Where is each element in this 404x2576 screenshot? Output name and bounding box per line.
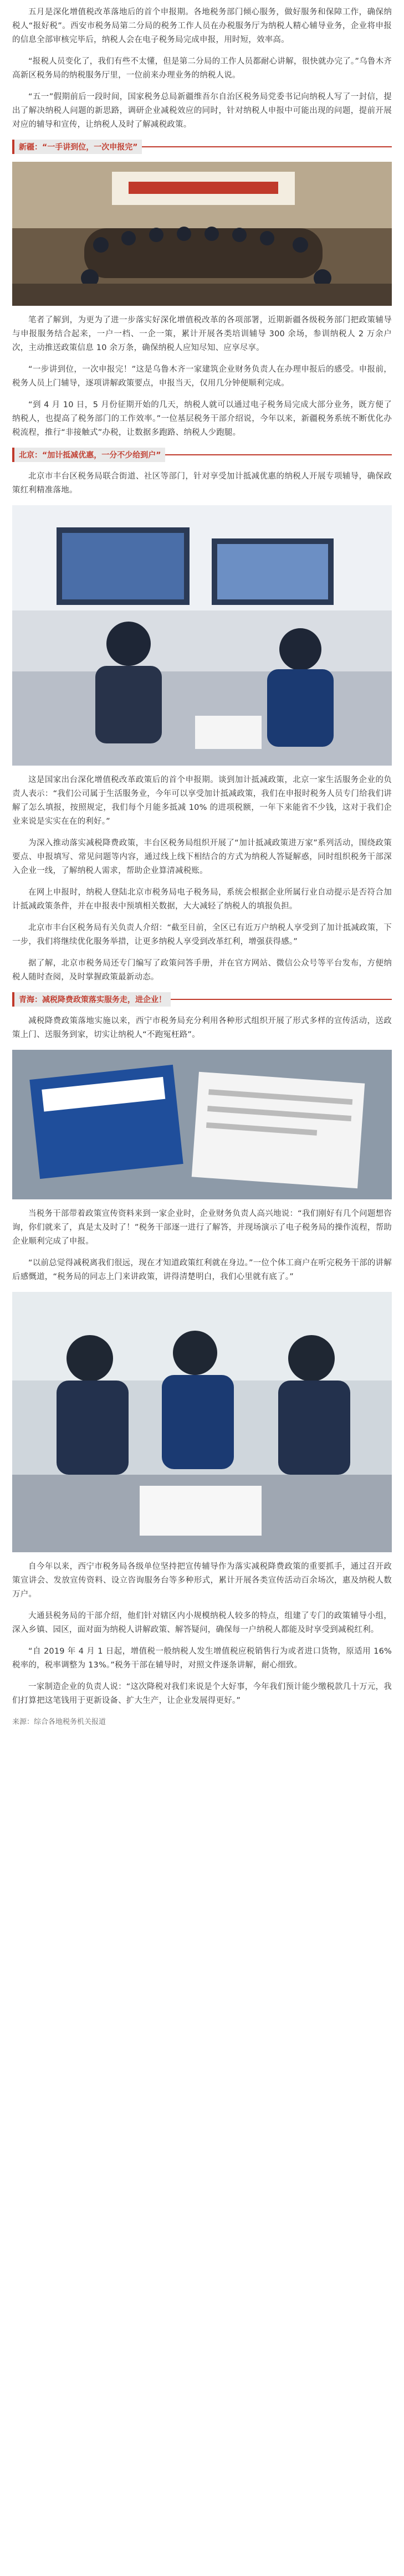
section3-paragraph-5: “自 2019 年 4 月 1 日起，增值税一般纳税人发生增值税应税销售行为或者进口货物，原适用 16% 税率的，税率调整为 13%。”税务干部在辅导时，对照文件逐条讲解，耐心细致。 — [12, 1647, 392, 1670]
section3-paragraph-1: 当税务干部带着政策宣传资料来到一家企业时，企业财务负责人高兴地说：“我们刚好有几个问题想咨询，你们就来了，真是太及时了！”税务干部逐一进行了解答，并现场演示了电子税务局的操作流程，帮助企业顺利完成了申报。 — [12, 1209, 392, 1246]
section1-paragraph-3: “到 4 月 10 日，5 月份征期开始的几天，纳税人就可以通过电子税务局完成大部分业务，既方便了纳税人，也提高了税务部门的工作效率。”一位基层税务干部介绍说，今年以来，新疆税务系统不断优化办税流程，推行“非接触式”办税，让数据多跑路、纳税人少跑腿。 — [12, 401, 392, 437]
section-divider — [165, 454, 392, 455]
intro-paragraph-2: “报税人员变化了，我们有些不太懂，但是第二分局的工作人员都耐心讲解，很快就办完了。”乌鲁木齐高新区税务局的纳税服务厅里，一位前来办理业务的纳税人说。 — [12, 57, 392, 80]
section2-paragraph-2: 为深入推动落实减税降费政策，丰台区税务局组织开展了“加计抵减政策进万家”系列活动，围绕政策要点、申报填写、常见问题等内容，通过线上线下相结合的方式为纳税人答疑解惑，同时组织税务干部深入企业一线，了解纳税人需求，帮助企业算清减税账。 — [12, 839, 392, 875]
section3-paragraph-4: 大通县税务局的干部介绍，他们针对辖区内小规模纳税人较多的特点，组建了专门的政策辅导小组，深入乡镇、园区，面对面为纳税人讲解政策、解答疑问，确保每一户纳税人都能及时享受到减税红利。 — [12, 1612, 392, 1634]
section1-paragraph-1: 笔者了解到，为更为了进一步落实好深化增值税改革的各项部署，近期新疆各级税务部门把政策辅导与申报服务结合起来，一户一档、一企一策，累计开展各类培训辅导 300 余场，参训纳税人 2 万余户次，主动推送政策信息 10 余万条，确保纳税人应知尽知、应享尽享。 — [12, 316, 392, 352]
tax-hall-photo — [12, 505, 392, 766]
section-heading-text: 新疆：“一手讲到位，一次申报完” — [12, 140, 142, 154]
section2-paragraph-5: 据了解，北京市税务局还专门编写了政策问答手册，并在官方网站、微信公众号等平台发布，方便纳税人随时查阅，及时掌握政策最新动态。 — [12, 959, 392, 982]
section2-paragraph-4: 北京市丰台区税务局有关负责人介绍：“截至目前，全区已有近万户纳税人享受到了加计抵减政策，下一步，我们将继续优化服务举措，让更多纳税人享受到改革红利，增强获得感。” — [12, 923, 392, 946]
section2-paragraph-3: 在网上申报时，纳税人登陆北京市税务局电子税务局，系统会根据企业所属行业自动提示是否符合加计抵减政策条件，并在申报表中预填相关数据，大大减轻了纳税人的填报负担。 — [12, 888, 392, 911]
section-heading-text: 北京：“加计抵减优惠，一分不少给到户” — [12, 448, 165, 462]
section-divider — [171, 999, 392, 1000]
section3-paragraph-2: “以前总觉得减税离我们很远，现在才知道政策红利就在身边。”一位个体工商户在听完税务干部的讲解后感慨道，“税务局的同志上门来讲政策，讲得清楚明白，我们心里就有底了。” — [12, 1259, 392, 1281]
section3-paragraph-6: 一家制造企业的负责人说：“这次降税对我们来说是个大好事，今年我们预计能少缴税款几十万元，我们打算把这笔钱用于更新设备、扩大生产，让企业发展得更好。” — [12, 1682, 392, 1705]
intro-paragraph-1: 五月是深化增值税改革落地后的首个申报期。各地税务部门倾心服务，做好服务和保障工作，确保纳税人“报好税”。西安市税务局第二分局的税务工作人员在办税服务厅为纳税人精心辅导业务，企业将申报的信息全部审核完毕后，纳税人会在电子税务局完成申报，用时短，效率高。 — [12, 8, 392, 44]
section1-paragraph-2: “一步讲到位，一次申报完！”这是乌鲁木齐一家建筑企业财务负责人在办理申报后的感受。申报前，税务人员上门辅导，逐项讲解政策要点，申报当天，仅用几分钟便顺利完成。 — [12, 365, 392, 388]
section-heading-xinjiang — [12, 140, 392, 154]
section-heading-qinghai — [12, 992, 392, 1007]
section-divider — [142, 146, 392, 147]
section2-paragraph-1: 这是国家出台深化增值税改革政策后的首个申报期。谈到加计抵减政策，北京一家生活服务企业的负责人表示：“我们公司属于生活服务业，今年可以享受加计抵减政策，我们在申报时税务人员专门给我们讲解了怎么填报，按照规定，我们每个月能多抵减 10% 的进项税额，一年下来能省不少钱，这对于我们企业来说是实实在在的利好。” — [12, 776, 392, 826]
intro-paragraph-3: “五一”假期前后一段时间，国家税务总局新疆维吾尔自治区税务局党委书记向纳税人写了一封信，提出了解决纳税人问题的新思路，调研企业减税效应的同时，针对纳税人申报中可能出现的问题，提前开展对应的辅导和宣传，让纳税人及时了解减税政策。 — [12, 93, 392, 129]
meeting-photo — [12, 162, 392, 306]
brochure-photo — [12, 1050, 392, 1199]
section3-lead: 减税降费政策落地实施以来，西宁市税务局充分利用各种形式组织开展了形式多样的宣传活动，送政策上门、送服务到家，切实让纳税人“不跑冤枉路”。 — [12, 1017, 392, 1039]
section2-lead: 北京市丰台区税务局联合街道、社区等部门，针对享受加计抵减优惠的纳税人开展专项辅导，确保政策红利精准落地。 — [12, 472, 392, 495]
section-heading-text: 青海：减税降费政策落实服务走，进企业！ — [12, 992, 171, 1007]
counselling-photo — [12, 1292, 392, 1552]
section3-paragraph-3: 自今年以来，西宁市税务局各级单位坚持把宣传辅导作为落实减税降费政策的重要抓手，通过召开政策宣讲会、发放宣传资料、设立咨询服务台等多种形式，累计开展各类宣传活动百余场次，惠及纳税人数万户。 — [12, 1562, 392, 1599]
source-note: 来源：综合各地税务机关报道 — [12, 1718, 106, 1726]
section-heading-beijing — [12, 448, 392, 462]
